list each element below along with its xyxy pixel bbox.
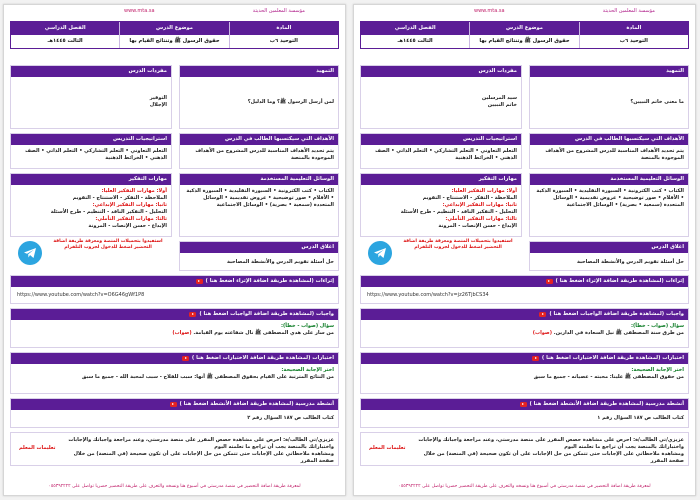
thinking-items: الإبداع - حسن الإنصات - المرونة <box>88 223 167 229</box>
tests-title[interactable]: اختبارات (لمشاهدة طريقة اضافة الاختبارات اضغط هنا ) <box>541 355 684 361</box>
telegram-note[interactable]: استفيدوا بتحميلات المنصة ومعرفة طريقة اضافة التحضير اضغط للدخول لجروب التلقرام <box>403 239 513 250</box>
tf-answer: (صواب) <box>172 330 192 336</box>
site-link[interactable]: www.mta.sa <box>474 8 505 14</box>
tests-section <box>360 352 689 394</box>
subject-value: التوحيد ٦ب <box>229 35 338 48</box>
intro-title: التمهيد <box>180 66 338 77</box>
lesson-header-table <box>10 21 339 49</box>
org-name: مؤسسة المعلمين الحديثة <box>602 8 655 14</box>
enrich-url[interactable]: https://www.youtube.com/watch?v=O6G46gWf1P8 <box>17 292 145 298</box>
header-topic: موضوع الدرس <box>469 22 578 35</box>
semester-value: الثالث ١٤٤٥هـ <box>47 38 83 44</box>
strategies-text: التعلم التعاوني • التعلم التشاركي • التعلم الذاتي • الصف الذهني • الخرائط الذهنية <box>375 148 517 161</box>
header-topic: موضوع الدرس <box>119 22 228 35</box>
goals-section <box>179 133 339 169</box>
homework-title[interactable]: واجبات (لمشاهدة طريقة اضافة الواجبات اضغط هنا ) <box>199 311 334 317</box>
youtube-icon[interactable] <box>170 402 177 407</box>
instructions-text-2: ومشاهدة ملاحظاتي على الإجابات حتى تتمكن من حل الإجابات على أن تكون صحيحة (في المنصة) من خلال صفحة المقرر <box>423 451 684 464</box>
topic-value: حقوق الرسول ﷺ وتنتائج القيام بها <box>119 35 228 48</box>
sheet-topline <box>354 5 695 19</box>
enrich-title[interactable]: إثراءات (لمشاهدة طريقة اضافة الإثراء اضغط هنا ) <box>555 278 684 284</box>
strategies-title: استراتيجيات التدريس <box>361 134 521 145</box>
vocab-item: خاتم النبيين <box>487 102 517 108</box>
thinking-title: مهارات التفكير <box>361 174 521 185</box>
tf-label: سؤال (صواب - خطأ): <box>630 323 684 329</box>
intro-section <box>529 65 689 129</box>
intro-text: ما معنى خاتم النبيين؟ <box>630 99 684 105</box>
youtube-icon[interactable] <box>196 279 203 284</box>
homework-title[interactable]: واجبات (لمشاهدة طريقة اضافة الواجبات اضغط هنا ) <box>549 311 684 317</box>
youtube-icon[interactable] <box>189 312 196 317</box>
lesson-sheet-left <box>3 4 346 496</box>
vocab-item: سيد المرسلين <box>481 95 517 101</box>
vocab-item: الإجلال <box>149 102 167 108</box>
mcq-text: من حقوق المصطفى ﷺ علينا: محبته - عصيانه - جميع ما سبق <box>533 374 684 380</box>
activities-title[interactable]: أنشطة مدرسية (لمشاهدة طريقة اضافة الأنشطة اضغط هنا ) <box>179 401 334 407</box>
closing-text: حل أسئلة تقويم الدرس والأنشطة المصاحبة <box>576 259 684 265</box>
aids-text: الكتاب • كتب الكترونية • السبورة التقليدية • السبورة الذكية • الأقلام • صور توضيحية • عروض تقديمية • الوسائل المتعددة (سمعية • بصرية) • الوسائل الاجتماعية <box>536 188 684 208</box>
subject-value: التوحيد ٦ب <box>579 35 688 48</box>
thinking-items: الإبداع - حسن الإنصات - المرونة <box>438 223 517 229</box>
tf-answer: (صواب) <box>532 330 553 336</box>
youtube-icon[interactable] <box>546 279 553 284</box>
goals-title: الأهداف التي سيكتسبها الطالب في الدرس <box>180 134 338 145</box>
instructions-label: تعليمات المعلم <box>369 445 406 451</box>
enrich-section <box>360 275 689 304</box>
thinking-heading: أولا: مهارات التفكير العليا: <box>101 188 167 194</box>
thinking-items: الملاحظة - التفكر - الاستنتاج - التقويم <box>72 195 167 201</box>
thinking-section <box>360 173 522 237</box>
semester-value: الثالث ١٤٤٥هـ <box>397 38 433 44</box>
tf-text: من سار على هدي المصطفى ﷺ نال شفاعته يوم القيامة. <box>193 330 334 336</box>
homework-section <box>360 308 689 348</box>
youtube-icon[interactable] <box>182 356 189 361</box>
header-semester: الفصل الدراسي <box>394 25 436 31</box>
instructions-text: عزيزي/تي الطالب/ة: احرص على مشاهدة حصص المقرر على منصة مدرستي، وعند مراجعة واجباتك والإجابات واختباراتك بالمنصة يجب أن تراجع ما تعلمته اليوم <box>418 437 684 450</box>
strategies-title: استراتيجيات التدريس <box>11 134 171 145</box>
closing-text: حل أسئلة تقويم الدرس والأنشطة المصاحبة <box>226 259 334 265</box>
aids-text: الكتاب • كتب الكترونية • السبورة التقليدية • السبورة الذكية • الأقلام • صور توضيحية • عروض تقديمية • الوسائل المتعددة (سمعية • بصرية) • الوسائل الاجتماعية <box>186 188 334 208</box>
instructions-text: عزيزي/تي الطالب/ة: احرص على مشاهدة حصص المقرر على منصة مدرستي، وعند مراجعة واجباتك والإجابات واختباراتك بالمنصة يجب أن تراجع ما تعلمته اليوم <box>68 437 334 450</box>
youtube-icon[interactable] <box>520 402 527 407</box>
thinking-items: الملاحظة - التفكر - الاستنتاج - التقويم <box>422 195 517 201</box>
thinking-title: مهارات التفكير <box>11 174 171 185</box>
sheet-footer: لمعرفة طريقة اضافة التحضير في منصة مدرستي في أسبوع هنا ونسخه والتعرف على طريقة التحضير حصريا تواصل على ٠٥٥٣٩٢٢٢٢ <box>48 484 301 489</box>
closing-section <box>529 241 689 271</box>
lesson-sheet-right <box>353 4 696 496</box>
topic-value: حقوق الرسول ﷺ وتنتائج القيام بها <box>469 35 578 48</box>
vocab-title: مفردات الدرس <box>11 66 171 77</box>
homework-section <box>10 308 339 348</box>
goals-text: يتم تحديد الأهداف المناسبة للدرس المشروح من الأهداف الموجودة بالمنصة <box>195 148 334 161</box>
aids-section <box>529 173 689 237</box>
activities-title[interactable]: أنشطة مدرسية (لمشاهدة طريقة اضافة الأنشطة اضغط هنا ) <box>529 401 684 407</box>
telegram-icon[interactable] <box>18 241 42 265</box>
site-link[interactable]: www.mta.sa <box>124 8 155 14</box>
instructions-section <box>10 432 339 466</box>
tf-label: سؤال (صواب - خطأ): <box>280 323 334 329</box>
enrich-title[interactable]: إثراءات (لمشاهدة طريقة اضافة الإثراء اضغط هنا ) <box>205 278 334 284</box>
mcq-text: من النتائج المترتبة على القيام بحقوق المصطفى ﷺ أنها: سبب للفلاح - سبب لمحبة الله - جميع ما سبق <box>81 374 334 380</box>
mcq-label: اختر الإجابة الصحيحة: <box>281 367 334 373</box>
sheet-topline <box>4 5 345 19</box>
thinking-heading: ثانيا: مهارات التفكير الإبداعي: <box>442 202 517 208</box>
activities-section <box>10 398 339 428</box>
thinking-heading: ثالثا: مهارات التفكير التأملي: <box>445 216 517 222</box>
vocab-item: التوقير <box>149 95 167 101</box>
activity-text: كتاب الطالب ص ١٨٧ السؤال رقم ١ <box>597 415 684 421</box>
lesson-header-table <box>360 21 689 49</box>
instructions-label: تعليمات المعلم <box>19 445 56 451</box>
tests-title[interactable]: اختبارات (لمشاهدة طريقة اضافة الاختبارات اضغط هنا ) <box>191 355 334 361</box>
thinking-heading: ثالثا: مهارات التفكير التأملي: <box>95 216 167 222</box>
vocab-title: مفردات الدرس <box>361 66 521 77</box>
thinking-items: التحليل - التفكير الناقد - التنظيم - طرح الأسئلة <box>400 209 517 215</box>
activities-section <box>360 398 689 428</box>
youtube-icon[interactable] <box>532 356 539 361</box>
aids-title: الوسائل التعليمية المستخدمة <box>180 174 338 185</box>
telegram-note[interactable]: استفيدوا بتحميلات المنصة ومعرفة طريقة اضافة التحضير اضغط للدخول لجروب التلقرام <box>53 239 163 250</box>
aids-section <box>179 173 339 237</box>
youtube-icon[interactable] <box>539 312 546 317</box>
telegram-icon[interactable] <box>368 241 392 265</box>
header-semester: الفصل الدراسي <box>44 25 86 31</box>
closing-title: اغلاق الدرس <box>530 242 688 253</box>
closing-title: اغلاق الدرس <box>180 242 338 253</box>
intro-title: التمهيد <box>530 66 688 77</box>
closing-section <box>179 241 339 271</box>
thinking-items: التحليل - التفكير الناقد - التنظيم - طرح الأسئلة <box>50 209 167 215</box>
goals-section <box>529 133 689 169</box>
mcq-label: اختر الإجابة الصحيحة: <box>631 367 684 373</box>
strategies-section <box>10 133 172 169</box>
strategies-text: التعلم التعاوني • التعلم التشاركي • التعلم الذاتي • الصف الذهني • الخرائط الذهنية <box>25 148 167 161</box>
intro-section <box>179 65 339 129</box>
thinking-section <box>10 173 172 237</box>
enrich-section <box>10 275 339 304</box>
header-subject: المادة <box>579 22 688 35</box>
org-name: مؤسسة المعلمين الحديثة <box>252 8 305 14</box>
sheet-footer: لمعرفة طريقة اضافة التحضير في منصة مدرستي في أسبوع هنا ونسخه والتعرف على طريقة التحضير حصريا تواصل على ٠٥٥٣٩٢٢٢٢ <box>398 484 651 489</box>
instructions-text-2: ومشاهدة ملاحظاتي على الإجابات حتى تتمكن من حل الإجابات على أن تكون صحيحة (في المنصة) من خلال صفحة المقرر <box>73 451 334 464</box>
aids-title: الوسائل التعليمية المستخدمة <box>530 174 688 185</box>
activity-text: كتاب الطالب ص ١٨٧ السؤال رقم ٢ <box>247 415 334 421</box>
tf-text: من طرق سنة المصطفى ﷺ نيل السعادة في الدارين. <box>553 330 684 336</box>
intro-text: لمن أرسل الرسول ﷺ؟ وما الدليل؟ <box>247 99 334 105</box>
vocab-section <box>10 65 172 129</box>
instructions-section <box>360 432 689 466</box>
vocab-section <box>360 65 522 129</box>
tests-section <box>10 352 339 394</box>
thinking-heading: أولا: مهارات التفكير العليا: <box>451 188 517 194</box>
header-subject: المادة <box>229 22 338 35</box>
goals-title: الأهداف التي سيكتسبها الطالب في الدرس <box>530 134 688 145</box>
goals-text: يتم تحديد الأهداف المناسبة للدرس المشروح من الأهداف الموجودة بالمنصة <box>545 148 684 161</box>
thinking-heading: ثانيا: مهارات التفكير الإبداعي: <box>92 202 167 208</box>
strategies-section <box>360 133 522 169</box>
enrich-url[interactable]: https://www.youtube.com/watch?v=jz26TjbCS34 <box>367 292 489 298</box>
